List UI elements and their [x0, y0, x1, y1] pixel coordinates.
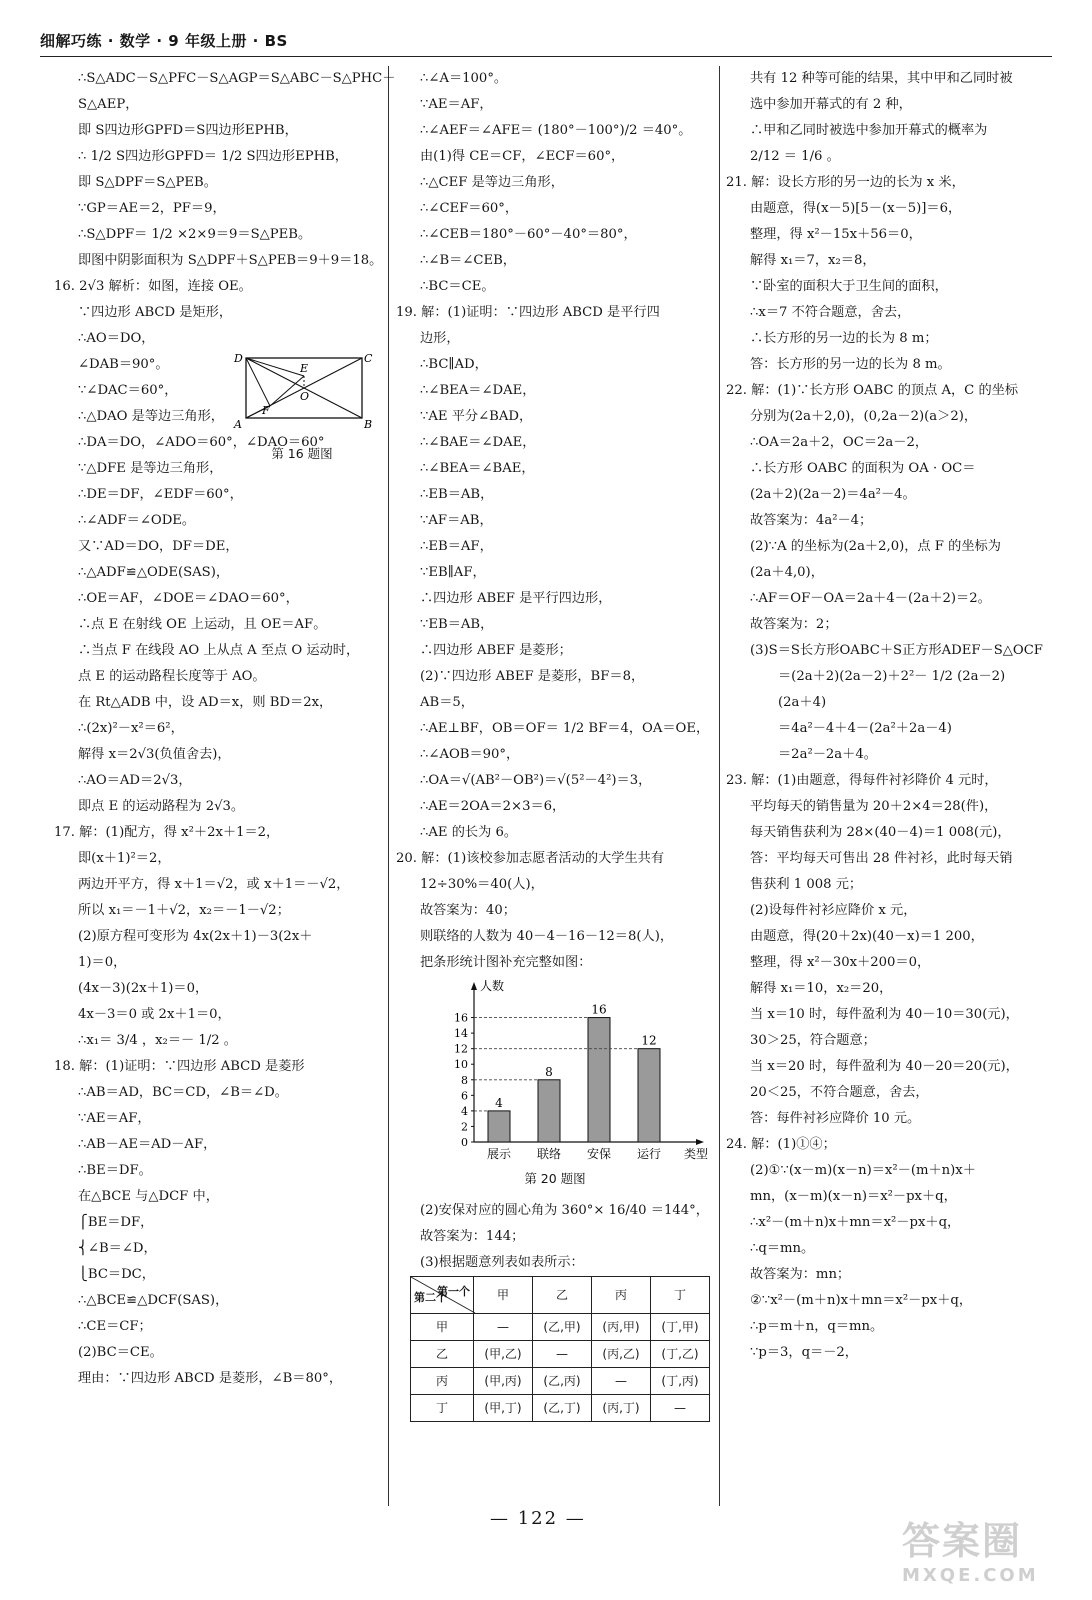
text-line: ∵四边形 ABCD 是矩形， — [78, 305, 233, 320]
table-cell: (丁,甲) — [651, 1314, 710, 1341]
table-cell: — — [533, 1341, 592, 1368]
text-line: ∴EB＝AB， — [420, 487, 494, 502]
text-line: ∴∠ADF＝∠ODE。 — [78, 513, 196, 528]
watermark-url: MXQE.COM — [902, 1565, 1039, 1586]
text-line: 所以 x₁＝－1＋√2，x₂＝－1－√2； — [78, 903, 290, 918]
column-1 — [54, 66, 396, 1392]
text-line: 30＞25，符合题意； — [750, 1033, 876, 1048]
text-line: 17. 解：(1)配方，得 x²＋2x＋1＝2， — [54, 825, 280, 840]
text-line: 选中参加开幕式的有 2 种， — [750, 97, 912, 112]
text-line: 故答案为：40； — [420, 903, 516, 918]
text-line: 点 E 的运动路程长度等于 AO。 — [78, 669, 266, 684]
text-line: 20＜25，不符合题意，舍去， — [750, 1085, 929, 1100]
text-line: 则联络的人数为 40－4－16－12＝8(人)， — [420, 929, 674, 944]
text-line: 22. 解：(1)∵长方形 OABC 的顶点 A，C 的坐标 — [726, 383, 1019, 398]
y-axis-arrow — [471, 982, 477, 990]
bar-value-label: 12 — [641, 1033, 657, 1048]
column-divider — [388, 66, 389, 1506]
table-row-header: 丁 — [411, 1395, 474, 1422]
text-line: 4x－3＝0 或 2x＋1＝0， — [78, 1007, 231, 1022]
text-line: ∴AO＝DO， — [78, 331, 155, 346]
watermark-logo — [902, 1510, 1052, 1586]
y-tick-label: 6 — [461, 1089, 468, 1103]
text-line: ∴S△DPF＝ 1/2 ×2×9＝9＝S△PEB。 — [78, 227, 312, 242]
x-tick-label: 运行 — [636, 1147, 662, 1161]
text-line: (2)安保对应的圆心角为 360°× 16/40 ＝144°， — [420, 1203, 709, 1218]
text-line: ∴OA＝√(AB²－OB²)＝√(5²－4²)＝3， — [420, 773, 652, 788]
text-line: 答：每件衬衫应降价 10 元。 — [750, 1111, 921, 1126]
text-line: 23. 解：(1)由题意，得每件衬衫降价 4 元时， — [726, 773, 998, 788]
bar-value-label: 4 — [495, 1095, 503, 1110]
table-row-header: 乙 — [411, 1341, 474, 1368]
text-line: 2/12 ＝ 1/6 。 — [750, 149, 840, 164]
text-line: 在 Rt△ADB 中，设 AD＝x，则 BD＝2x， — [78, 695, 333, 710]
column-3 — [726, 66, 1056, 1366]
text-line: ∵EB＝AB， — [420, 617, 494, 632]
text-line: (4x－3)(2x＋1)＝0， — [78, 981, 209, 996]
text-line: (3)S＝S长方形OABC＋S正方形ADEF－S△OCF — [750, 643, 1043, 658]
table-cell: (甲,乙) — [474, 1341, 533, 1368]
text-line: ∵△DFE 是等边三角形， — [78, 461, 223, 476]
text-line: ∴AF＝OF－OA＝2a＋4－(2a＋2)＝2。 — [750, 591, 991, 606]
text-line: ∴AO＝AD＝2√3， — [78, 773, 192, 788]
table-row — [411, 1314, 710, 1341]
table-cell: (甲,丁) — [474, 1395, 533, 1422]
table-cell: (丁,乙) — [651, 1341, 710, 1368]
text-line: ∵EB∥AF， — [420, 565, 486, 580]
text-line: ∴AE⊥BF，OB＝OF＝ 1/2 BF＝4，OA＝OE， — [420, 721, 710, 736]
page-number: — 122 — — [490, 1508, 586, 1529]
text-line: ∴∠CEF＝60°， — [420, 201, 519, 216]
label-f: F — [262, 404, 270, 417]
table-cell: (乙,甲) — [533, 1314, 592, 1341]
text-line: ∴BC∥AD， — [420, 357, 488, 372]
text-line: ＝(2a＋2)(2a－2)＋2²－ 1/2 (2a－2) — [778, 669, 1006, 684]
table-cell: (丙,甲) — [592, 1314, 651, 1341]
text-line: 即 S△DPF＝S△PEB。 — [78, 175, 217, 190]
table-row — [411, 1341, 710, 1368]
text-line: ∴x²－(m＋n)x＋mn＝x²－px＋q， — [750, 1215, 961, 1230]
text-line: 即 S四边形GPFD＝S四边形EPHB， — [78, 123, 298, 138]
text-line: ⎧BE＝DF， — [78, 1215, 154, 1230]
text-line: 19. 解：(1)证明：∵四边形 ABCD 是平行四 — [396, 305, 660, 320]
text-line: 即(x＋1)²＝2， — [78, 851, 171, 866]
table-col-header: 丁 — [651, 1277, 710, 1314]
text-line: 理由：∵四边形 ABCD 是菱形，∠B＝80°， — [78, 1371, 343, 1386]
text-line: ∴ 1/2 S四边形GPFD＝ 1/2 S四边形EPHB， — [78, 149, 348, 164]
text-line: (2)∵四边形 ABEF 是菱形，BF＝8， — [420, 669, 645, 684]
text-line: ∵AE＝AF， — [78, 1111, 151, 1126]
text-line: ∴CE＝CF； — [78, 1319, 152, 1334]
table-row-header: 丙 — [411, 1368, 474, 1395]
text-line: 由题意，得(x－5)[5－(x－5)]＝6， — [750, 201, 962, 216]
corner-bottom-label: 第二个 — [414, 1291, 447, 1304]
text-line: (2)原方程可变形为 4x(2x＋1)－3(2x＋ — [78, 929, 313, 944]
text-line: 在△BCE 与△DCF 中， — [78, 1189, 219, 1204]
text-line: (2)∵A 的坐标为(2a＋2,0)，点 F 的坐标为 — [750, 539, 1001, 554]
text-line: ∴∠B＝∠CEB， — [420, 253, 516, 268]
table-cell: — — [651, 1395, 710, 1422]
text-line: ∴∠BAE＝∠DAE， — [420, 435, 536, 450]
text-line: ⎩BC＝DC， — [78, 1267, 155, 1282]
text-line: 1)＝0， — [78, 955, 127, 970]
text-line: ∴∠A＝100°。 — [420, 71, 508, 86]
text-line: 把条形统计图补充完整如图： — [420, 955, 592, 970]
text-line: ⎨∠B＝∠D， — [78, 1241, 157, 1256]
text-line: (2)①∵(x－m)(x－n)＝x²－(m＋n)x＋ — [750, 1163, 976, 1178]
table-cell: (甲,丙) — [474, 1368, 533, 1395]
text-line: ∴甲和乙同时被选中参加开幕式的概率为 — [750, 123, 988, 138]
text-line: ∴△CEF 是等边三角形， — [420, 175, 564, 190]
text-line: ∴△BCE≌△DCF(SAS)， — [78, 1293, 229, 1308]
bar-chart — [436, 976, 709, 1166]
text-line: 24. 解：(1)①④； — [726, 1137, 836, 1152]
table-cell: (乙,丙) — [533, 1368, 592, 1395]
text-line: 20. 解：(1)该校参加志愿者活动的大学生共有 — [396, 851, 665, 866]
text-line: ∴∠CEB＝180°－60°－40°＝80°， — [420, 227, 637, 242]
text-line: ∴BE＝DF。 — [78, 1163, 152, 1178]
table-row — [411, 1395, 710, 1422]
table-cell: — — [592, 1368, 651, 1395]
text-line: ∵AE 平分∠BAD， — [420, 409, 533, 424]
text-line: 当 x＝10 时，每件盈利为 40－10＝30(元)， — [750, 1007, 1019, 1022]
text-line: ∴x＝7 不符合题意，舍去， — [750, 305, 911, 320]
figure-16 — [232, 348, 373, 461]
y-tick-label: 10 — [454, 1058, 468, 1072]
table-col-header: 乙 — [533, 1277, 592, 1314]
bar-value-label: 16 — [591, 1002, 607, 1017]
text-line: (2a＋4,0)， — [750, 565, 824, 580]
text-line: 故答案为：144； — [420, 1229, 525, 1244]
text-line: ∴AE 的长为 6。 — [420, 825, 518, 840]
y-tick-label: 4 — [461, 1104, 468, 1118]
text-line: ∴p＝m＋n，q＝mn。 — [750, 1319, 884, 1334]
watermark-text: 答案圈 — [902, 1519, 1023, 1563]
table-col-header: 甲 — [474, 1277, 533, 1314]
text-line: ∴∠AEF＝∠AFE＝ (180°－100°)/2 ＝40°。 — [420, 123, 692, 138]
text-line: ∴AE＝2OA＝2×3＝6， — [420, 799, 566, 814]
text-line: 答：长方形的另一边的长为 8 m。 — [750, 357, 951, 372]
label-a: A — [234, 418, 242, 431]
bar — [638, 1049, 660, 1142]
text-line: (2)BC＝CE。 — [78, 1345, 163, 1360]
text-line: ∴BC＝CE。 — [420, 279, 495, 294]
text-line: AB＝5， — [420, 695, 474, 710]
table-row-header: 甲 — [411, 1314, 474, 1341]
text-line: ＝2a²－2a＋4。 — [778, 747, 877, 762]
x-tick-label: 联络 — [536, 1147, 562, 1161]
label-b: B — [364, 418, 373, 431]
text-line: ∴△DAO 是等边三角形， — [78, 409, 224, 424]
text-line: ∵GP＝AE＝2，PF＝9， — [78, 201, 226, 216]
text-line: ∴长方形 OABC 的面积为 OA · OC＝ — [750, 461, 976, 476]
text-line: 共有 12 种等可能的结果，其中甲和乙同时被 — [750, 71, 1013, 86]
text-line: 16. 2√3 解析：如图，连接 OE。 — [54, 279, 252, 294]
text-line: ∴AB＝AD，BC＝CD，∠B＝∠D。 — [78, 1085, 288, 1100]
rectangle-diagram — [232, 348, 372, 440]
x-axis-arrow — [696, 1139, 704, 1145]
text-line: 售获利 1 008 元； — [750, 877, 863, 892]
text-line: 两边开平方，得 x＋1＝√2，或 x＋1＝－√2， — [78, 877, 350, 892]
text-line: 即点 E 的运动路程为 2√3。 — [78, 799, 245, 814]
text-line: ∴x₁＝ 3/4 ，x₂＝－ 1/2 。 — [78, 1033, 237, 1048]
text-line: 又∵AD＝DO，DF＝DE， — [78, 539, 239, 554]
text-line: ∴DA＝DO，∠ADO＝60°，∠DAO＝60° — [78, 435, 325, 450]
text-line: mn，(x－m)(x－n)＝x²－px＋q， — [750, 1189, 957, 1204]
text-line: ∴q＝mn。 — [750, 1241, 815, 1256]
column-2 — [396, 66, 714, 1422]
table-corner — [411, 1277, 474, 1314]
text-line: 解得 x＝2√3(负值舍去)， — [78, 747, 231, 762]
text-line: (3)根据题意列表如表所示： — [420, 1255, 584, 1270]
label-e: E — [300, 362, 309, 375]
text-line: S△AEP， — [78, 97, 139, 112]
text-line: ∴∠BEA＝∠DAE， — [420, 383, 536, 398]
text-line: ∵AF＝AB， — [420, 513, 493, 528]
text-line: ∴∠BEA＝∠BAE， — [420, 461, 535, 476]
text-line: 解得 x₁＝10，x₂＝20， — [750, 981, 893, 996]
text-line: ∴OA＝2a＋2，OC＝2a－2， — [750, 435, 929, 450]
table-cell: (丁,丙) — [651, 1368, 710, 1395]
table-col-header: 丙 — [592, 1277, 651, 1314]
text-line: (2a＋2)(2a－2)＝4a²－4。 — [750, 487, 916, 502]
text-line: 整理，得 x²－15x＋56＝0， — [750, 227, 922, 242]
figure-16-caption: 第 16 题图 — [271, 446, 333, 461]
text-line: ∴长方形的另一边的长为 8 m； — [750, 331, 938, 346]
text-line: ②∵x²－(m＋n)x＋mn＝x²－px＋q， — [750, 1293, 973, 1308]
corner-top-label: 第一个 — [437, 1285, 470, 1298]
bar — [588, 1018, 610, 1142]
text-line: ∴△ADF≌△ODE(SAS)， — [78, 565, 230, 580]
text-line: ∴四边形 ABEF 是平行四边形， — [420, 591, 612, 606]
text-line: 每天销售获利为 28×(40－4)＝1 008(元)， — [750, 825, 1011, 840]
table-row — [411, 1368, 710, 1395]
header-rule — [40, 56, 1052, 57]
text-line: ∴EB＝AF， — [420, 539, 493, 554]
bar — [488, 1111, 510, 1142]
y-tick-label: 0 — [461, 1136, 468, 1149]
y-tick-label: 8 — [461, 1073, 468, 1087]
text-line: ∴(2x)²－x²＝6²， — [78, 721, 184, 736]
text-line: ∴当点 F 在线段 AO 上从点 A 至点 O 运动时， — [78, 643, 360, 658]
label-o: O — [300, 390, 310, 403]
table-cell: (丙,乙) — [592, 1341, 651, 1368]
label-d: D — [234, 352, 243, 365]
x-axis-label: 类型 — [684, 1147, 709, 1161]
text-line: 平均每天的销售量为 20＋2×4＝28(件)， — [750, 799, 998, 814]
text-line: ∴点 E 在射线 OE 上运动，且 OE＝AF。 — [78, 617, 327, 632]
page-header: 细解巧练 · 数学 · 9 年级上册 · BS — [40, 32, 288, 50]
text-line: 21. 解：设长方形的另一边的长为 x 米， — [726, 175, 965, 190]
text-line: ∵AE＝AF， — [420, 97, 493, 112]
bar-value-label: 8 — [545, 1064, 553, 1079]
y-axis-label: 人数 — [480, 979, 505, 993]
x-tick-label: 安保 — [586, 1147, 612, 1161]
text-line: 18. 解：(1)证明：∵四边形 ABCD 是菱形 — [54, 1059, 305, 1074]
column-divider — [719, 66, 720, 1506]
text-line: 故答案为：2； — [750, 617, 838, 632]
text-line: 边形， — [420, 331, 460, 346]
text-line: ∴∠AOB＝90°， — [420, 747, 520, 762]
text-line: 解得 x₁＝7，x₂＝8， — [750, 253, 876, 268]
table-cell: (乙,丁) — [533, 1395, 592, 1422]
x-tick-label: 展示 — [486, 1147, 512, 1161]
text-line: ∴OE＝AF，∠DOE＝∠DAO＝60°， — [78, 591, 299, 606]
text-line: 故答案为：4a²－4； — [750, 513, 873, 528]
bar-chart-svg — [436, 976, 709, 1166]
text-line: 由题意，得(20＋2x)(40－x)＝1 200， — [750, 929, 984, 944]
text-line: (2)设每件衬衫应降价 x 元， — [750, 903, 917, 918]
text-line: 整理，得 x²－30x＋200＝0， — [750, 955, 931, 970]
text-line: (2a＋4) — [778, 695, 827, 710]
text-line: 即图中阴影面积为 S△DPF＋S△PEB＝9＋9＝18。 — [78, 253, 383, 268]
label-c: C — [364, 352, 373, 365]
text-line: 故答案为：mn； — [750, 1267, 851, 1282]
text-line: ∴AB－AE＝AD－AF， — [78, 1137, 217, 1152]
text-line: ＝4a²－4＋4－(2a²＋2a－4) — [778, 721, 952, 736]
text-line: 12÷30%＝40(人)， — [420, 877, 544, 892]
text-line: 由(1)得 CE＝CF，∠ECF＝60°， — [420, 149, 625, 164]
table-cell: — — [474, 1314, 533, 1341]
y-tick-label: 14 — [454, 1027, 468, 1041]
table-cell: (丙,丁) — [592, 1395, 651, 1422]
text-line: 答：平均每天可售出 28 件衬衫，此时每天销 — [750, 851, 1013, 866]
y-tick-label: 2 — [461, 1120, 468, 1134]
text-line: ∴DE＝DF，∠EDF＝60°， — [78, 487, 243, 502]
text-line: 当 x＝20 时，每件盈利为 40－20＝20(元)， — [750, 1059, 1019, 1074]
text-line: ∴四边形 ABEF 是菱形； — [420, 643, 572, 658]
text-line: 分别为(2a＋2,0)，(0,2a－2)(a＞2)， — [750, 409, 978, 424]
outcome-table — [410, 1276, 710, 1422]
text-line: ∵卧室的面积大于卫生间的面积， — [750, 279, 948, 294]
text-line: ∵p＝3，q＝－2， — [750, 1345, 858, 1360]
y-tick-label: 12 — [454, 1042, 468, 1056]
bar — [538, 1080, 560, 1142]
text-line: ∠DAB＝90°。 — [78, 357, 169, 372]
text-line: ∵∠DAC＝60°， — [78, 383, 178, 398]
figure-20-caption: 第 20 题图 — [524, 1171, 586, 1186]
y-tick-label: 16 — [454, 1011, 468, 1025]
text-line: ∴S△ADC－S△PFC－S△AGP＝S△ABC－S△PHC－ — [78, 71, 396, 86]
